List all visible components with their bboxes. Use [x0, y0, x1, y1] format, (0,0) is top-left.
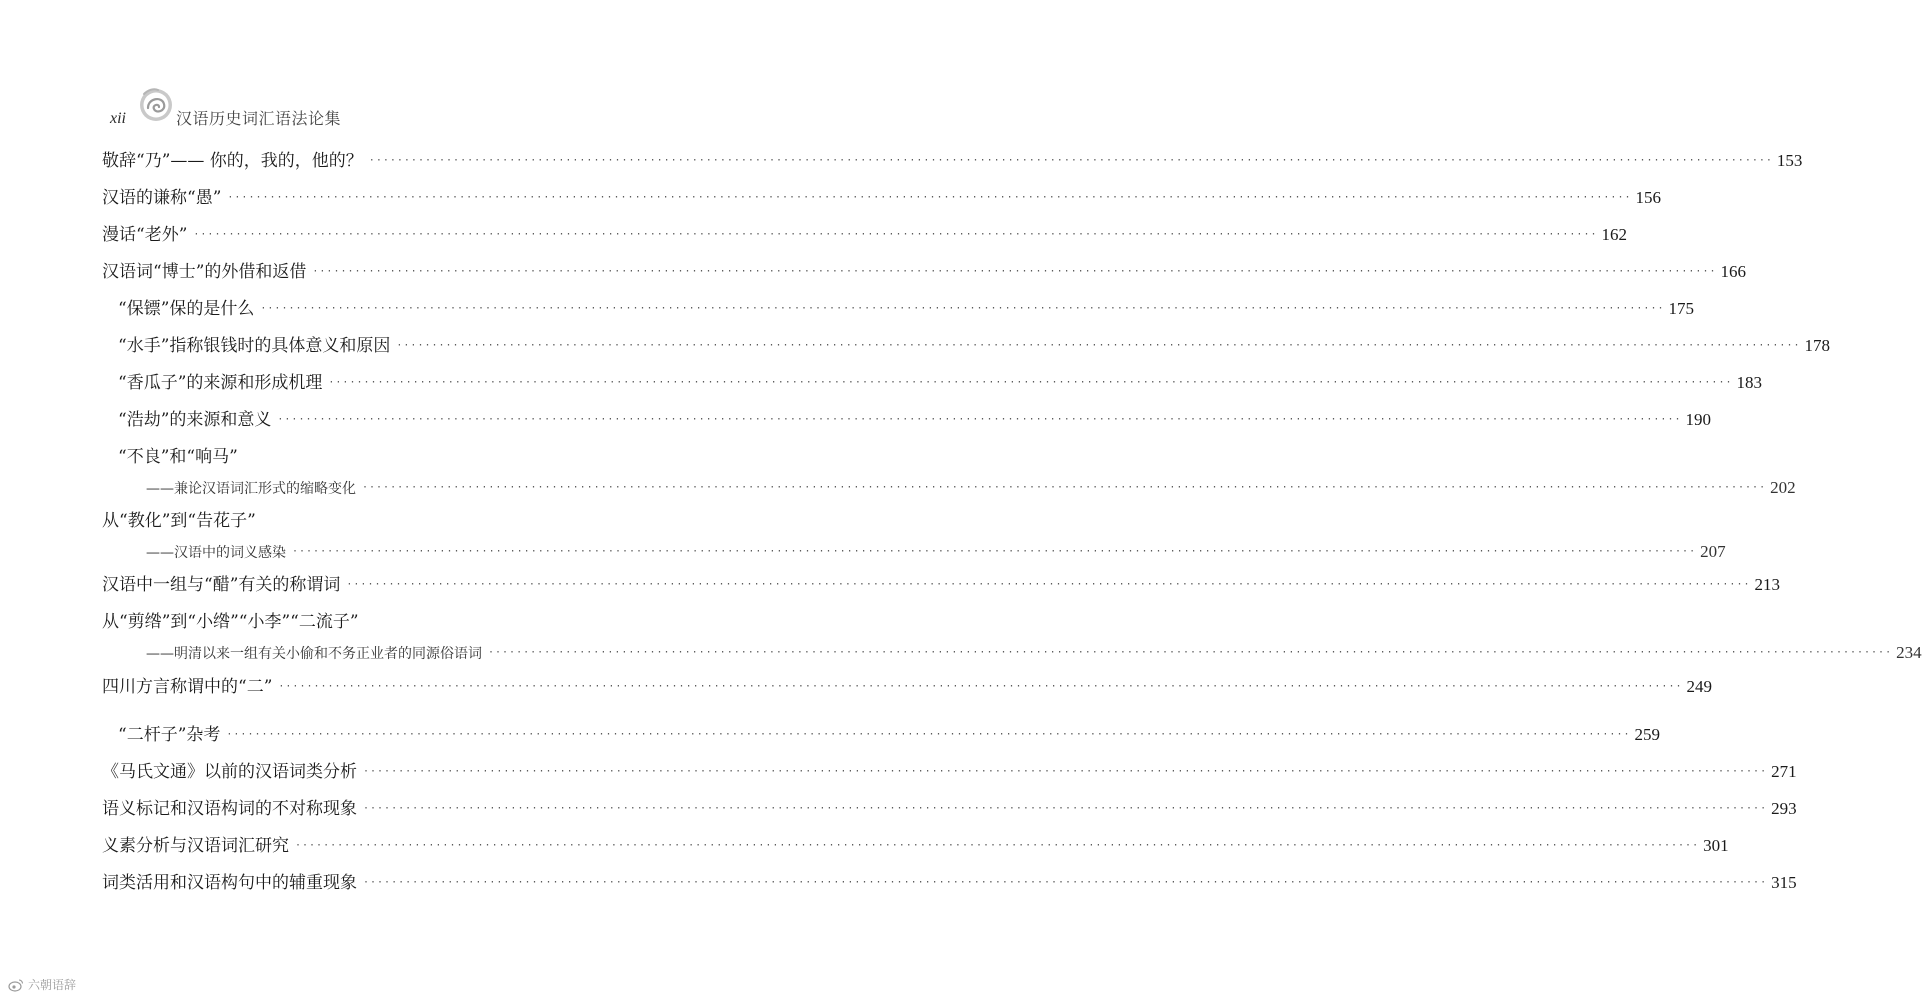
- toc-entry-page: 178: [1804, 336, 1830, 355]
- toc-entry[interactable]: [102, 409, 1711, 433]
- leader-dots: ········································································································································································································: [363, 803, 1768, 814]
- toc-entry[interactable]: [102, 224, 1627, 248]
- toc-entry-title: 《马氏文通》以前的汉语词类分析: [102, 762, 357, 782]
- toc-entry[interactable]: [102, 761, 1797, 785]
- toc-entry[interactable]: [102, 150, 1803, 174]
- toc-entry[interactable]: [102, 676, 1712, 700]
- toc-entry-title: 汉语的谦称“愚”: [102, 188, 222, 208]
- toc-entry-subtitle: ——汉语中的词义感染: [146, 545, 286, 561]
- leader-dots: ········································································································································································································: [362, 482, 1767, 493]
- toc-entry-title: “香瓜子”的来源和形成机理: [118, 373, 323, 393]
- toc-entry[interactable]: [102, 872, 1797, 896]
- toc-entry-page: 301: [1703, 836, 1729, 855]
- toc-entry-title: 从“剪绺”到“小绺”“小李”“二流子”: [102, 612, 359, 632]
- header-page-number: xii: [110, 110, 126, 127]
- toc-entry-page: 175: [1668, 299, 1694, 318]
- toc-entry-page: 183: [1736, 373, 1762, 392]
- toc-entry[interactable]: [102, 611, 1922, 662]
- toc-entry-page: 162: [1601, 225, 1627, 244]
- leader-dots: ········································································································································································································: [278, 681, 1683, 692]
- leader-dots: ········································································································································································································: [396, 340, 1801, 351]
- toc-entry[interactable]: [102, 835, 1729, 859]
- leader-dots: ········································································································································································································: [277, 414, 1682, 425]
- toc-entry-title: “二杆子”杂考: [118, 725, 221, 745]
- toc-entry-title: 四川方言称谓中的“二”: [102, 677, 273, 697]
- watermark: [8, 976, 76, 993]
- watermark-text: 六朝语辞: [28, 978, 77, 992]
- toc-entry-page: 271: [1771, 762, 1797, 781]
- toc-entry-title: 从“教化”到“告花子”: [102, 511, 256, 531]
- toc-entry-page: 213: [1754, 575, 1780, 594]
- toc-entry[interactable]: [102, 724, 1660, 748]
- toc-entry-title: 语义标记和汉语构词的不对称现象: [102, 799, 357, 819]
- toc-entry[interactable]: [102, 574, 1780, 598]
- toc-entry-title: “保镖”保的是什么: [118, 299, 255, 319]
- leader-dots: ········································································································································································································: [193, 229, 1598, 240]
- header-book-title: 汉语历史词汇语法论集: [176, 109, 342, 128]
- toc-entry[interactable]: [102, 261, 1746, 285]
- toc-entry-page: 202: [1770, 478, 1796, 497]
- toc-entry-subtitle: ——明清以来一组有关小偷和不务正业者的同源俗语词: [146, 646, 482, 662]
- toc-entry[interactable]: [102, 335, 1830, 359]
- leader-dots: ········································································································································································································: [328, 377, 1733, 388]
- leader-dots: ········································································································································································································: [226, 729, 1631, 740]
- toc-entry-title: 漫话“老外”: [102, 225, 188, 245]
- leader-dots: ········································································································································································································: [488, 647, 1893, 658]
- leader-dots: ········································································································································································································: [368, 155, 1773, 166]
- toc-entry-title: 词类活用和汉语构句中的辅重现象: [102, 873, 357, 893]
- toc-entry-page: 293: [1771, 799, 1797, 818]
- running-header: [110, 84, 390, 128]
- toc-entry-page: 207: [1700, 542, 1726, 561]
- toc-entry-page: 166: [1720, 262, 1746, 281]
- leader-dots: ········································································································································································································: [260, 303, 1665, 314]
- toc-entry[interactable]: [102, 446, 1796, 497]
- toc-entry-page: 234: [1896, 643, 1922, 662]
- toc-entry[interactable]: [102, 510, 1726, 561]
- leader-dots: ········································································································································································································: [292, 546, 1697, 557]
- leader-dots: ········································································································································································································: [227, 192, 1632, 203]
- toc-entry-page: 156: [1635, 188, 1661, 207]
- toc-entry-title: “水手”指称银钱时的具体意义和原因: [118, 336, 391, 356]
- toc-entry[interactable]: [102, 798, 1797, 822]
- leader-dots: ········································································································································································································: [295, 840, 1700, 851]
- toc-entry-title: 汉语词“博士”的外借和返借: [102, 262, 307, 282]
- toc-entry-title: 敬辞“乃”—— 你的，我的，他的？: [102, 151, 363, 171]
- toc-entry-subtitle: ——兼论汉语词汇形式的缩略变化: [146, 481, 356, 497]
- toc-entry[interactable]: [102, 187, 1661, 211]
- swirl-emblem-icon: [136, 84, 176, 124]
- toc-entry-title: 义素分析与汉语词汇研究: [102, 836, 289, 856]
- leader-dots: ········································································································································································································: [363, 877, 1768, 888]
- toc-entry[interactable]: [102, 372, 1762, 396]
- toc-entry[interactable]: [102, 298, 1694, 322]
- toc-entry-title: “不良”和“响马”: [118, 447, 238, 467]
- toc-entry-page: 190: [1685, 410, 1711, 429]
- toc-entry-page: 249: [1686, 677, 1712, 696]
- leader-dots: ········································································································································································································: [346, 579, 1751, 590]
- toc-entry-page: 153: [1776, 151, 1803, 170]
- toc-entry-page: 315: [1771, 873, 1797, 892]
- weibo-icon: [8, 977, 24, 993]
- toc-entry-page: 259: [1634, 725, 1660, 744]
- toc-entry-title: “浩劫”的来源和意义: [118, 410, 272, 430]
- toc-entry-title: 汉语中一组与“醋”有关的称谓词: [102, 575, 341, 595]
- leader-dots: ········································································································································································································: [312, 266, 1717, 277]
- leader-dots: ········································································································································································································: [363, 766, 1768, 777]
